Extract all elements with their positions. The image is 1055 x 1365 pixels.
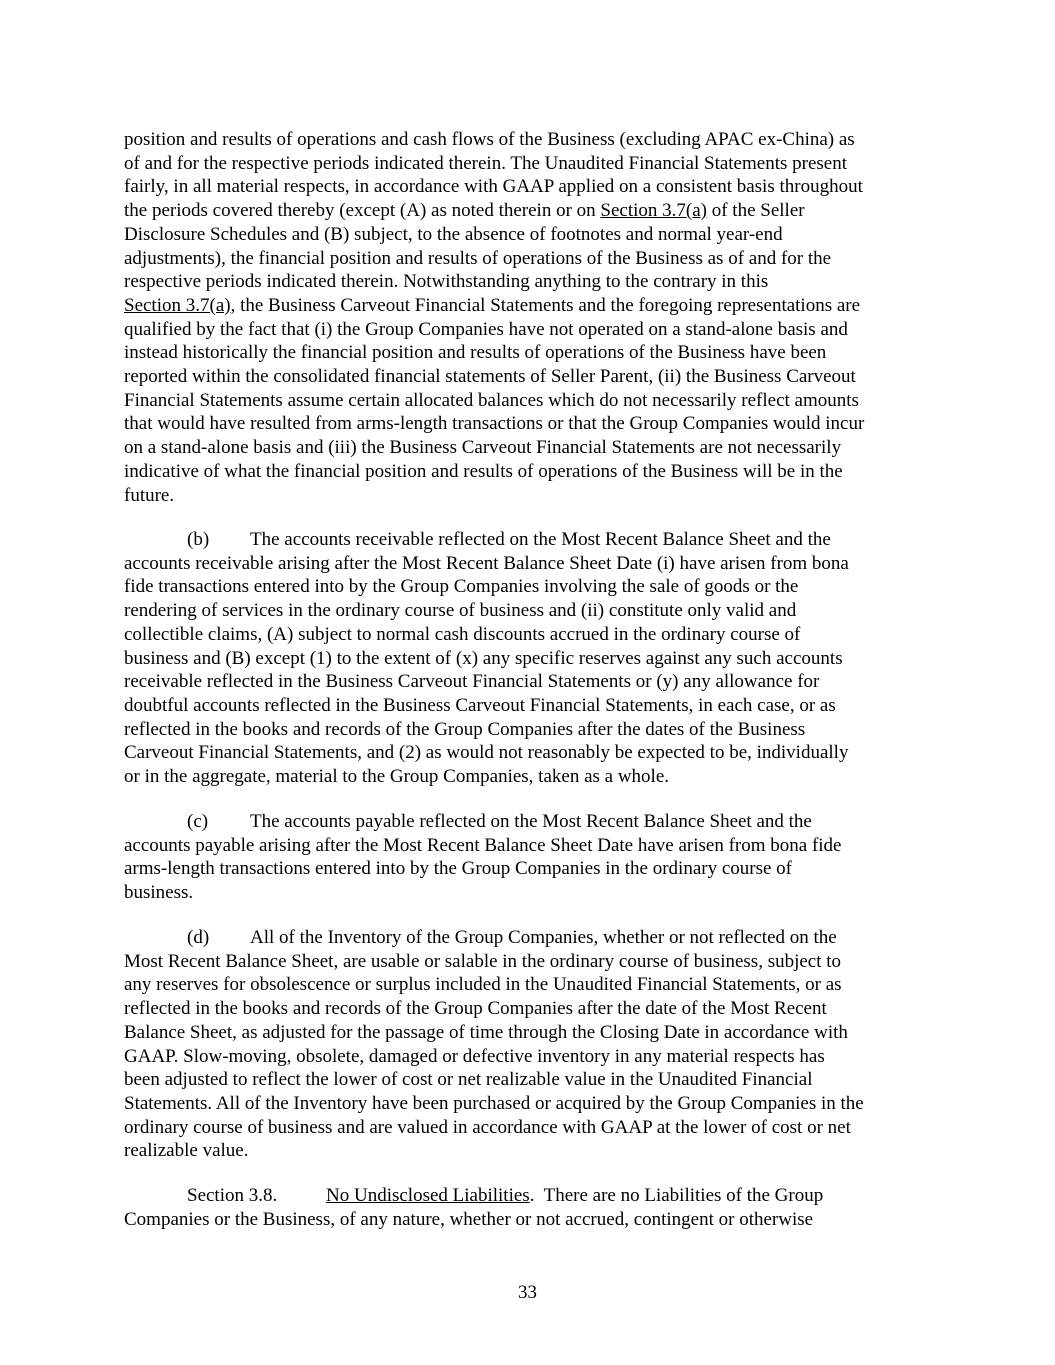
text-line: reflected in the books and records of the Group Companies after the date of the Most Recent — [124, 998, 827, 1020]
text-line: or in the aggregate, material to the Group Companies, taken as a whole. — [124, 766, 670, 788]
text-line: reflected in the books and records of the Group Companies after the dates of the Business — [124, 718, 806, 740]
text-line: Disclosure Schedules and (B) subject, to the absence of footnotes and normal year-end — [124, 223, 783, 245]
text-line: fide transactions entered into by the Group Companies involving the sale of goods or the — [124, 576, 799, 598]
text-line — [124, 528, 944, 552]
text-line: Financial Statements assume certain allocated balances which do not necessarily reflect amounts — [124, 389, 859, 411]
section-3-8 — [124, 1184, 944, 1231]
paragraph-c — [124, 810, 944, 905]
text-line: instead historically the financial position and results of operations of the Business have been — [124, 342, 827, 364]
text-line: accounts payable arising after the Most Recent Balance Sheet Date have arisen from bona fide — [124, 834, 842, 856]
text-segment: The accounts receivable reflected on the Most Recent Balance Sheet and the — [250, 529, 831, 550]
text-line: receivable reflected in the Business Carveout Financial Statements or (y) any allowance for — [124, 671, 820, 693]
text-line — [124, 1184, 944, 1208]
text-line: indicative of what the financial position and results of operations of the Business will be in the — [124, 460, 843, 482]
text-line — [124, 810, 944, 834]
paragraph-d — [124, 926, 944, 1163]
text-line: arms-length transactions entered into by the Group Companies in the ordinary course of — [124, 858, 792, 880]
text-line — [124, 926, 944, 950]
text-line: adjustments), the financial position and results of operations of the Business as of and for the — [124, 247, 832, 269]
text-line: been adjusted to reflect the lower of cost or net realizable value in the Unaudited Financial — [124, 1069, 813, 1091]
text-line: business and (B) except (1) to the extent of (x) any specific reserves against any such accounts — [124, 647, 843, 669]
text-line: collectible claims, (A) subject to normal cash discounts accrued in the ordinary course of — [124, 623, 801, 645]
text-line: realizable value. — [124, 1140, 249, 1162]
text-line: respective periods indicated therein. Notwithstanding anything to the contrary in this — [124, 271, 769, 293]
text-line: Carveout Financial Statements, and (2) as would not reasonably be expected to be, individually — [124, 742, 849, 764]
text-segment: , the Business Carveout Financial Statements and the foregoing representations are — [230, 294, 861, 316]
section-reference: Section 3.7(a) — [124, 294, 231, 316]
text-segment: the periods covered thereby (except (A) as noted therein or on — [124, 200, 601, 222]
text-line: qualified by the fact that (i) the Group Companies have not operated on a stand-alone basis and — [124, 318, 848, 340]
text-segment: of the Seller — [706, 200, 805, 222]
paragraph-label: (d) — [187, 927, 210, 948]
page-number: 33 — [518, 1282, 537, 1303]
text-line: Companies or the Business, of any nature, whether or not accrued, contingent or otherwise — [124, 1208, 814, 1230]
text-line: reported within the consolidated financial statements of Seller Parent, (ii) the Business Carveout — [124, 366, 856, 388]
text-line: business. — [124, 882, 194, 904]
paragraph-a-continued — [124, 128, 944, 507]
text-line: Most Recent Balance Sheet, are usable or salable in the ordinary course of business, subject to — [124, 950, 842, 972]
text-line: future. — [124, 484, 175, 506]
text-line: that would have resulted from arms-length transactions or that the Group Companies would incur — [124, 413, 865, 435]
paragraph-label: (c) — [187, 811, 209, 832]
text-line: Statements. All of the Inventory have been purchased or acquired by the Group Companies in the — [124, 1092, 864, 1114]
text-line: fairly, in all material respects, in accordance with GAAP applied on a consistent basis throughout — [124, 176, 863, 198]
text-line — [124, 294, 944, 318]
text-line: accounts receivable arising after the Most Recent Balance Sheet Date (i) have arisen from bona — [124, 552, 849, 574]
text-line: of and for the respective periods indicated therein. The Unaudited Financial Statements present — [124, 152, 847, 174]
text-line: Balance Sheet, as adjusted for the passage of time through the Closing Date in accordance with — [124, 1021, 848, 1043]
text-line: on a stand-alone basis and (iii) the Business Carveout Financial Statements are not necessarily — [124, 437, 842, 459]
section-heading: No Undisclosed Liabilities — [326, 1185, 530, 1206]
text-line: rendering of services in the ordinary course of business and (ii) constitute only valid and — [124, 600, 797, 622]
text-line: GAAP. Slow-moving, obsolete, damaged or defective inventory in any material respects has — [124, 1045, 825, 1067]
text-line: position and results of operations and cash flows of the Business (excluding APAC ex-China) as — [124, 129, 855, 150]
paragraph-label: (b) — [187, 529, 210, 550]
section-reference: Section 3.7(a) — [600, 200, 707, 222]
text-segment: . There are no Liabilities of the Group — [529, 1185, 824, 1206]
text-line — [124, 199, 944, 223]
text-segment: The accounts payable reflected on the Most Recent Balance Sheet and the — [250, 811, 812, 832]
text-line: any reserves for obsolescence or surplus included in the Unaudited Financial Statements, or as — [124, 974, 842, 996]
text-line: ordinary course of business and are valued in accordance with GAAP at the lower of cost or net — [124, 1116, 851, 1138]
paragraph-b — [124, 528, 944, 789]
text-line: doubtful accounts reflected in the Business Carveout Financial Statements, in each case, or as — [124, 694, 836, 716]
text-segment: All of the Inventory of the Group Companies, whether or not reflected on the — [250, 927, 837, 948]
section-number: Section 3.8. — [187, 1185, 278, 1206]
